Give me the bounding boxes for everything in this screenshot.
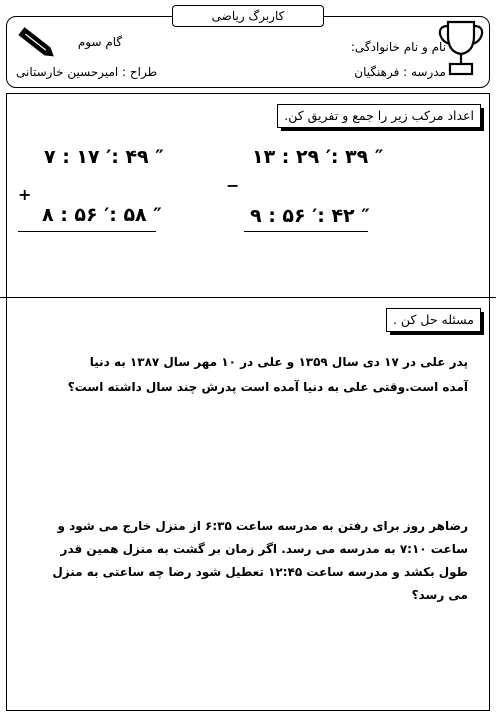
worksheet-title: کاربرگ ریاضی bbox=[172, 5, 324, 27]
addition-line bbox=[18, 231, 156, 232]
student-name-label: نام و نام خانوادگی: bbox=[350, 40, 446, 54]
addition-bottom: ۸ : ۵۶ ′: ۵۸ ″ bbox=[42, 204, 162, 226]
school-label: مدرسه : فرهنگیان bbox=[354, 65, 446, 79]
section-divider bbox=[0, 297, 496, 298]
subtraction-line bbox=[244, 231, 368, 232]
plus-sign: + bbox=[18, 185, 32, 204]
addition-top: ۷ : ۱۷ ′: ۴۹ ″ bbox=[44, 146, 164, 168]
subtraction-top: ۱۳ : ۲۹ ′: ۳۹ ″ bbox=[252, 146, 384, 168]
subtraction-bottom: ۹ : ۵۶ ′: ۴۲ ″ bbox=[250, 205, 370, 227]
section1-instruction: اعداد مرکب زیر را جمع و تفریق کن. bbox=[277, 104, 481, 128]
pencil-icon bbox=[16, 26, 60, 62]
section2-instruction: مسئله حل کن . bbox=[386, 308, 481, 332]
minus-sign: − bbox=[226, 176, 240, 195]
problem-1: پدر علی در ۱۷ دی سال ۱۳۵۹ و علی در ۱۰ مهر سال ۱۳۸۷ به دنیا آمده است.وقتی علی به دنیا آمده است پدرش چند سال داشته است؟ bbox=[67, 355, 468, 394]
designer-label: طراح : امیرحسین خارستانی bbox=[16, 65, 158, 79]
problem-2: رضاهر روز برای رفتن به مدرسه ساعت ۶:۳۵ از منزل خارج می شود و ساعت ۷:۱۰ به مدرسه می رسد. اگر زمان بر گشت به منزل همین قدر طول بکشد و مدرسه ساعت ۱۲:۴۵ تعطیل شود رضا چه ساعتی به منزل می رسد؟ bbox=[52, 519, 468, 602]
grade-label: گام سوم bbox=[77, 35, 123, 49]
worksheet-body bbox=[6, 93, 490, 711]
